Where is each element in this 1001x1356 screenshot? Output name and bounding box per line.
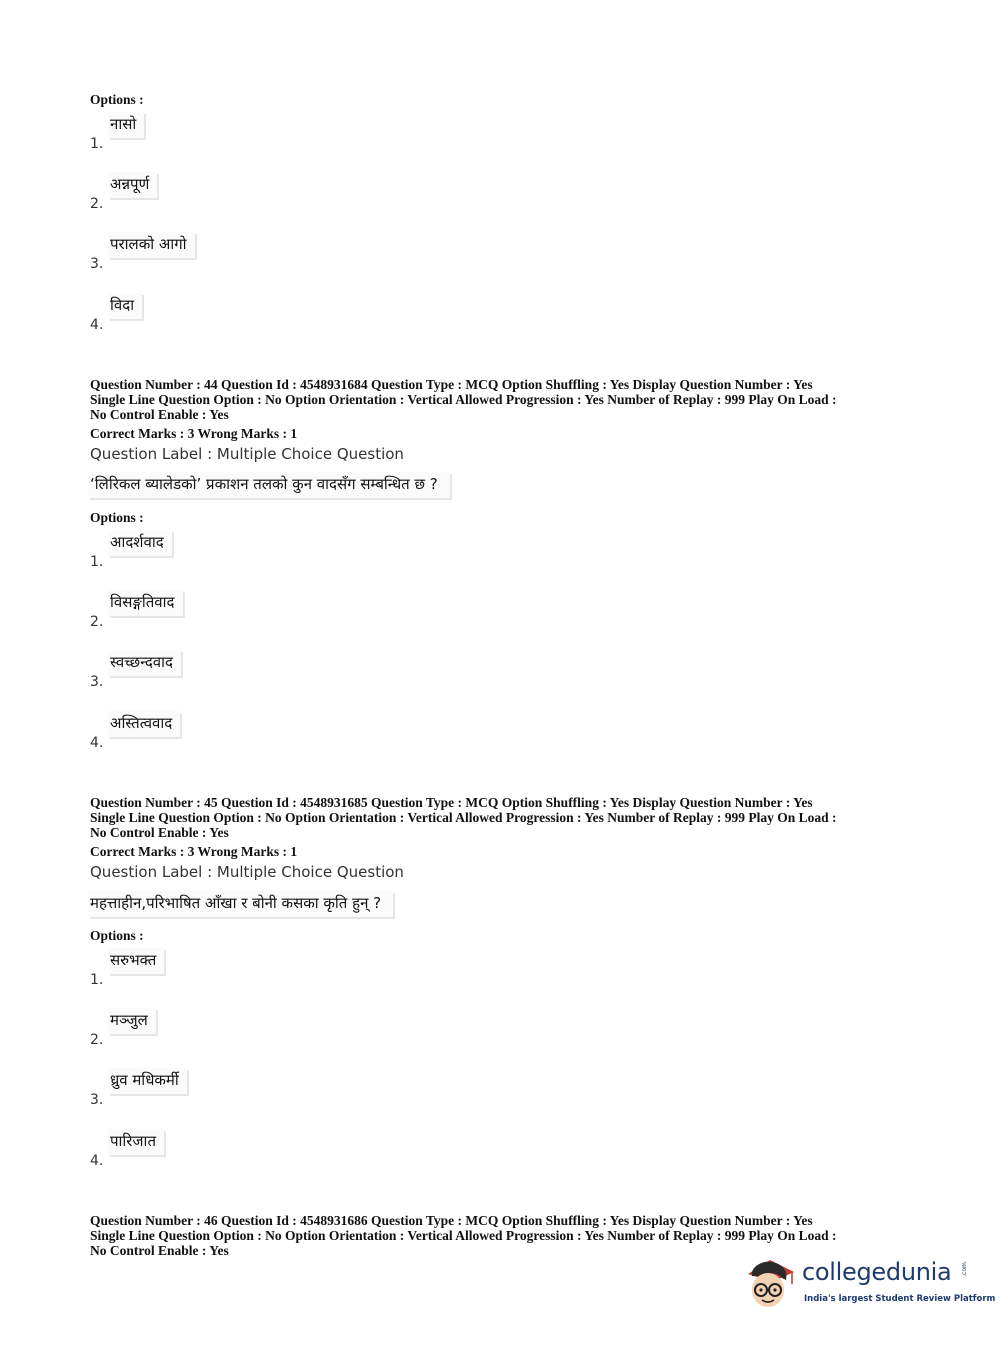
options-header: Options : bbox=[90, 92, 144, 107]
option-text: मञ्जुल bbox=[108, 1008, 156, 1034]
meta-line: No Control Enable : Yes bbox=[90, 825, 229, 840]
option-number: 3. bbox=[90, 674, 104, 690]
option-text: अस्तित्ववाद bbox=[108, 711, 180, 737]
option-number: 2. bbox=[90, 1032, 104, 1048]
mascot-icon bbox=[742, 1252, 798, 1312]
meta-line: Single Line Question Option : No Option Orientation : Vertical Allowed Progression : Yes Number of Replay : 999 Play On Load : bbox=[90, 392, 837, 407]
meta-line: Single Line Question Option : No Option Orientation : Vertical Allowed Progression : Yes Number of Replay : 999 Play On Load : bbox=[90, 810, 837, 825]
collegedunia-logo[interactable] bbox=[742, 1250, 996, 1320]
brand-name: collegedunia bbox=[802, 1258, 952, 1286]
option-number: 2. bbox=[90, 614, 104, 630]
brand-tagline: India's largest Student Review Platform bbox=[804, 1294, 996, 1304]
option-text: सरुभक्त bbox=[108, 948, 164, 974]
marks-info: Correct Marks : 3 Wrong Marks : 1 bbox=[90, 844, 298, 859]
question-label: Question Label : Multiple Choice Question bbox=[90, 863, 404, 881]
option-text: ध्रुव मधिकर्मी bbox=[108, 1068, 187, 1094]
option-number: 1. bbox=[90, 972, 104, 988]
option-text: विसङ्गतिवाद bbox=[108, 590, 183, 616]
option-number: 4. bbox=[90, 1153, 104, 1169]
question-label: Question Label : Multiple Choice Question bbox=[90, 445, 404, 463]
option-text: पारिजात bbox=[108, 1129, 164, 1155]
option-number: 4. bbox=[90, 317, 104, 333]
option-number: 1. bbox=[90, 554, 104, 570]
meta-line: Single Line Question Option : No Option Orientation : Vertical Allowed Progression : Yes Number of Replay : 999 Play On Load : bbox=[90, 1228, 837, 1243]
options-header: Options : bbox=[90, 928, 144, 943]
option-number: 1. bbox=[90, 136, 104, 152]
options-header: Options : bbox=[90, 510, 144, 525]
option-text: नासो bbox=[108, 112, 144, 138]
meta-line: No Control Enable : Yes bbox=[90, 407, 229, 422]
option-text: स्वच्छन्दवाद bbox=[108, 650, 181, 676]
meta-line: Question Number : 44 Question Id : 4548931684 Question Type : MCQ Option Shuffling : Yes Display Question Number : Yes bbox=[90, 377, 813, 392]
question-meta bbox=[90, 377, 920, 422]
option-number: 4. bbox=[90, 735, 104, 751]
option-text: आदर्शवाद bbox=[108, 530, 172, 556]
meta-line: No Control Enable : Yes bbox=[90, 1243, 229, 1258]
option-text: अन्नपूर्ण bbox=[108, 172, 157, 198]
brand-dotcom: .com bbox=[960, 1262, 968, 1277]
marks-info: Correct Marks : 3 Wrong Marks : 1 bbox=[90, 426, 298, 441]
option-number: 3. bbox=[90, 256, 104, 272]
option-number: 3. bbox=[90, 1092, 104, 1108]
question-text: ‘लिरिकल ब्यालेडको’ प्रकाशन तलको कुन वादसँग सम्बन्धित छ ? bbox=[88, 472, 450, 498]
question-meta bbox=[90, 795, 920, 840]
option-text: परालको आगो bbox=[108, 232, 195, 258]
meta-line: Question Number : 45 Question Id : 4548931685 Question Type : MCQ Option Shuffling : Yes Display Question Number : Yes bbox=[90, 795, 813, 810]
meta-line: Question Number : 46 Question Id : 4548931686 Question Type : MCQ Option Shuffling : Yes Display Question Number : Yes bbox=[90, 1213, 813, 1228]
question-text: महत्ताहीन,परिभाषित आँखा र बोनी कसका कृति हुन् ? bbox=[88, 891, 393, 917]
option-text: विदा bbox=[108, 293, 142, 319]
option-number: 2. bbox=[90, 196, 104, 212]
